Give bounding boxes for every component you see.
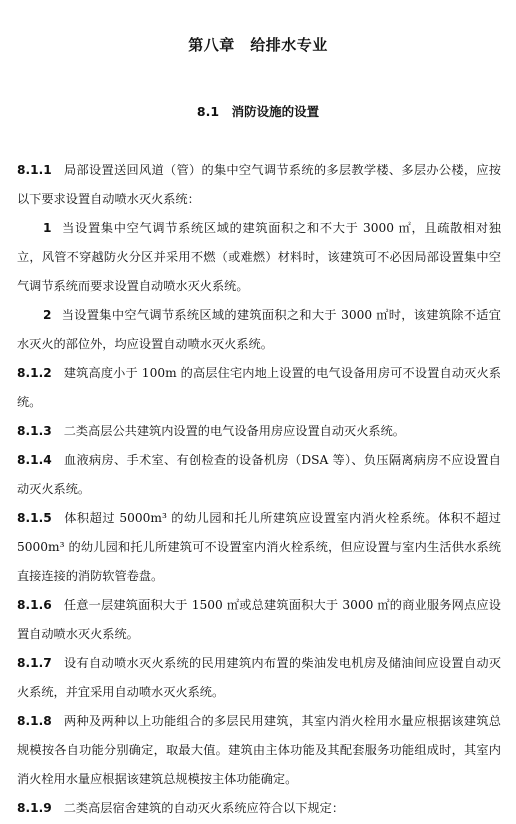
clause-text: 建筑高度小于 100m 的高层住宅内地上设置的电气设备用房可不设置自动灭火系统。 (17, 366, 501, 409)
subclause-number: 1 (43, 221, 52, 235)
clause-number: 8.1.7 (17, 656, 52, 670)
clause-number: 8.1.8 (17, 714, 52, 728)
clause-text: 两种及两种以上功能组合的多层民用建筑，其室内消火栓用水量应根据该建筑总规模按各自功能分别确定，取最大值。建筑由主体功能及其配套服务功能组成时，其室内消火栓用水量应根据该建筑总规模按主体功能确定。 (17, 714, 501, 786)
clause-number: 8.1.5 (17, 511, 52, 525)
subclause-1 (17, 214, 501, 301)
chapter-title: 第八章 给排水专业 (188, 36, 328, 54)
clause-8-1-4 (17, 446, 501, 504)
clause-8-1-9 (17, 794, 501, 823)
clause-8-1-8 (17, 707, 501, 794)
clause-text: 二类高层宿舍建筑的自动灭火系统应符合以下规定： (63, 801, 345, 815)
clause-8-1-3 (17, 417, 501, 446)
clause-text: 设有自动喷水灭火系统的民用建筑内布置的柴油发电机房及储油间应设置自动灭火系统，并宜采用自动喷水灭火系统。 (17, 656, 501, 699)
subclause-2 (17, 301, 501, 359)
clause-8-1-1 (17, 156, 501, 214)
clause-list (17, 156, 501, 823)
clause-text: 当设置集中空气调节系统区域的建筑面积之和大于 3000 ㎡时，该建筑除不适宜水灭火的部位外，均应设置自动喷水灭火系统。 (17, 308, 501, 351)
clause-number: 8.1.9 (17, 801, 52, 815)
clause-8-1-7 (17, 649, 501, 707)
clause-number: 8.1.1 (17, 163, 52, 177)
clause-number: 8.1.2 (17, 366, 52, 380)
section-title: 8.1 消防设施的设置 (196, 104, 320, 119)
clause-number: 8.1.4 (17, 453, 52, 467)
clause-8-1-6 (17, 591, 501, 649)
clause-text: 任意一层建筑面积大于 1500 ㎡或总建筑面积大于 3000 ㎡的商业服务网点应设置自动喷水灭火系统。 (17, 598, 501, 641)
subclause-number: 2 (43, 308, 52, 322)
clause-8-1-2 (17, 359, 501, 417)
clause-number: 8.1.6 (17, 598, 52, 612)
clause-text: 血液病房、手术室、有创检查的设备机房（DSA 等）、负压隔离病房不应设置自动灭火系统。 (17, 453, 501, 496)
clause-number: 8.1.3 (17, 424, 52, 438)
clause-text: 体积超过 5000m³ 的幼儿园和托儿所建筑应设置室内消火栓系统。体积不超过 5000m³ 的幼儿园和托儿所建筑可不设置室内消火栓系统，但应设置与室内生活供水系统直接连接的消防软管卷盘。 (17, 511, 501, 583)
clause-text: 局部设置送回风道（管）的集中空气调节系统的多层教学楼、多层办公楼，应按以下要求设置自动喷水灭火系统： (17, 163, 501, 206)
clause-8-1-5 (17, 504, 501, 591)
clause-text: 二类高层公共建筑内设置的电气设备用房应设置自动灭火系统。 (63, 424, 405, 438)
clause-text: 当设置集中空气调节系统区域的建筑面积之和不大于 3000 ㎡，且疏散相对独立，风管不穿越防火分区并采用不燃（或难燃）材料时，该建筑可不必因局部设置集中空气调节系统而要求设置自动喷水灭火系统。 (17, 221, 501, 293)
